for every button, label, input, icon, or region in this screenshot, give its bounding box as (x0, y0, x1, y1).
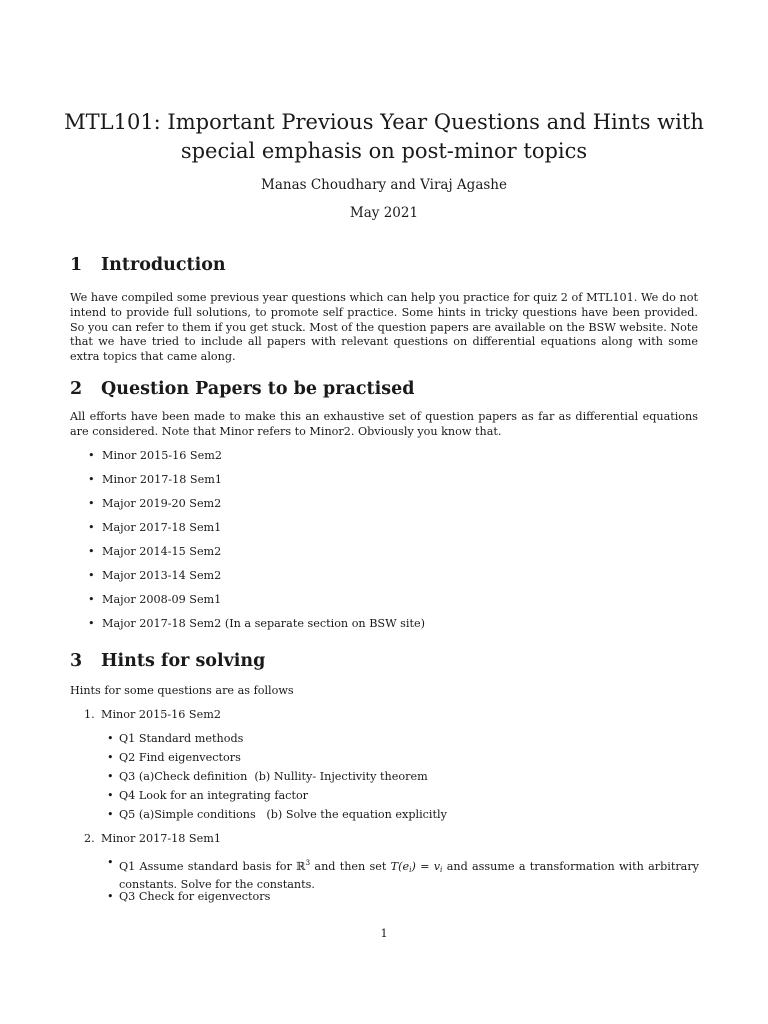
list-item-text: Q3 (a)Check definition (b) Nullity- Injectivity theorem (119, 770, 428, 783)
list-item-text: Minor 2017-18 Sem1 (102, 473, 222, 486)
math-subscript: i (440, 865, 443, 874)
math-symbol: (e (398, 860, 410, 873)
list-item (107, 856, 700, 892)
list-item-text: Major 2013-14 Sem2 (102, 569, 222, 582)
page-number: 1 (380, 927, 388, 940)
section-title: Hints for solving (101, 651, 266, 671)
hint-group-heading (84, 708, 221, 722)
list-item-text: Minor 2015-16 Sem2 (102, 449, 222, 462)
list-item (88, 617, 425, 631)
papers-paragraph: All efforts have been made to make this an exhaustive set of question papers as far as differential equations are considered. Note that Minor refers to Minor2. Obviously you know that. (70, 410, 698, 438)
bullet-icon: • (88, 449, 95, 462)
section-number: 1 (70, 255, 83, 275)
list-item (88, 473, 222, 487)
list-item-text: Major 2017-18 Sem1 (102, 521, 222, 534)
list-item (107, 732, 699, 747)
list-item (107, 789, 699, 804)
list-item (88, 569, 221, 583)
list-item-text: Major 2019-20 Sem2 (102, 497, 222, 510)
bullet-icon: • (107, 890, 114, 903)
authors: Manas Choudhary and Viraj Agashe (261, 177, 507, 193)
section-heading-introduction (70, 255, 226, 275)
bullet-icon: • (107, 751, 114, 764)
list-item (88, 593, 221, 607)
enum-label: Minor 2015-16 Sem2 (101, 708, 221, 721)
math-exponent: 3 (305, 858, 311, 867)
list-item-text: Q2 Find eigenvectors (119, 751, 241, 764)
bullet-icon: • (88, 593, 95, 606)
list-item (107, 890, 699, 905)
list-item-text: Major 2014-15 Sem2 (102, 545, 222, 558)
math-symbol: ) = v (411, 860, 441, 873)
section-heading-hints (70, 651, 265, 671)
bullet-icon: • (107, 808, 114, 821)
list-item-text: and assume a transformation with arbitrary constants. Solve for the constants. (119, 860, 700, 891)
list-item (107, 751, 699, 766)
bullet-icon: • (107, 789, 114, 802)
bullet-icon: • (88, 617, 95, 630)
list-item (88, 545, 221, 559)
list-item (88, 449, 222, 463)
bullet-icon: • (107, 770, 114, 783)
section-number: 2 (70, 379, 83, 399)
bullet-icon: • (88, 521, 95, 534)
enum-number: 1. (84, 708, 95, 721)
list-item (107, 808, 699, 823)
list-item (107, 770, 699, 785)
list-item-text: Q3 Check for eigenvectors (119, 890, 271, 903)
bullet-icon: • (88, 497, 95, 510)
bullet-icon: • (107, 856, 114, 869)
enum-label: Minor 2017-18 Sem1 (101, 832, 221, 845)
list-item-text: Q1 Assume standard basis for (119, 860, 297, 873)
list-item-text: and then set (310, 860, 391, 873)
bullet-icon: • (107, 732, 114, 745)
bullet-icon: • (88, 473, 95, 486)
bullet-icon: • (88, 545, 95, 558)
section-number: 3 (70, 651, 83, 671)
list-item (88, 497, 221, 511)
math-subscript: i (409, 865, 412, 874)
paper-title: MTL101: Important Previous Year Questions and Hints with special emphasis on post-minor topics (64, 110, 704, 163)
list-item-text: Major 2017-18 Sem2 (In a separate section on BSW site) (102, 617, 425, 630)
section-heading-question-papers (70, 379, 414, 399)
list-item-text: Q1 Standard methods (119, 732, 244, 745)
section-title: Introduction (101, 255, 226, 275)
publication-date: May 2021 (349, 205, 419, 221)
list-item (88, 521, 221, 535)
section-title: Question Papers to be practised (101, 379, 415, 399)
bullet-icon: • (88, 569, 95, 582)
list-item-text: Q4 Look for an integrating factor (119, 789, 309, 802)
list-item-text: Q5 (a)Simple conditions (b) Solve the equation explicitly (119, 808, 447, 821)
hints-intro: Hints for some questions are as follows (70, 684, 294, 697)
math-symbol: T (390, 860, 399, 873)
math-real-set: ℝ (296, 860, 306, 873)
enum-number: 2. (84, 832, 95, 845)
intro-paragraph: We have compiled some previous year questions which can help you practice for quiz 2 of MTL101. We do not intend to provide full solutions, to promote self practice. Some hints in tricky questions have been provided. So you can refer to them if you get stuck. Most of the question papers are available on the BSW website. Note that we have tried to include all papers with relevant questions on differential equations along with some extra topics that came along. (70, 291, 698, 364)
hint-group-heading (84, 832, 221, 846)
list-item-text: Major 2008-09 Sem1 (102, 593, 222, 606)
math-formula (391, 860, 443, 873)
